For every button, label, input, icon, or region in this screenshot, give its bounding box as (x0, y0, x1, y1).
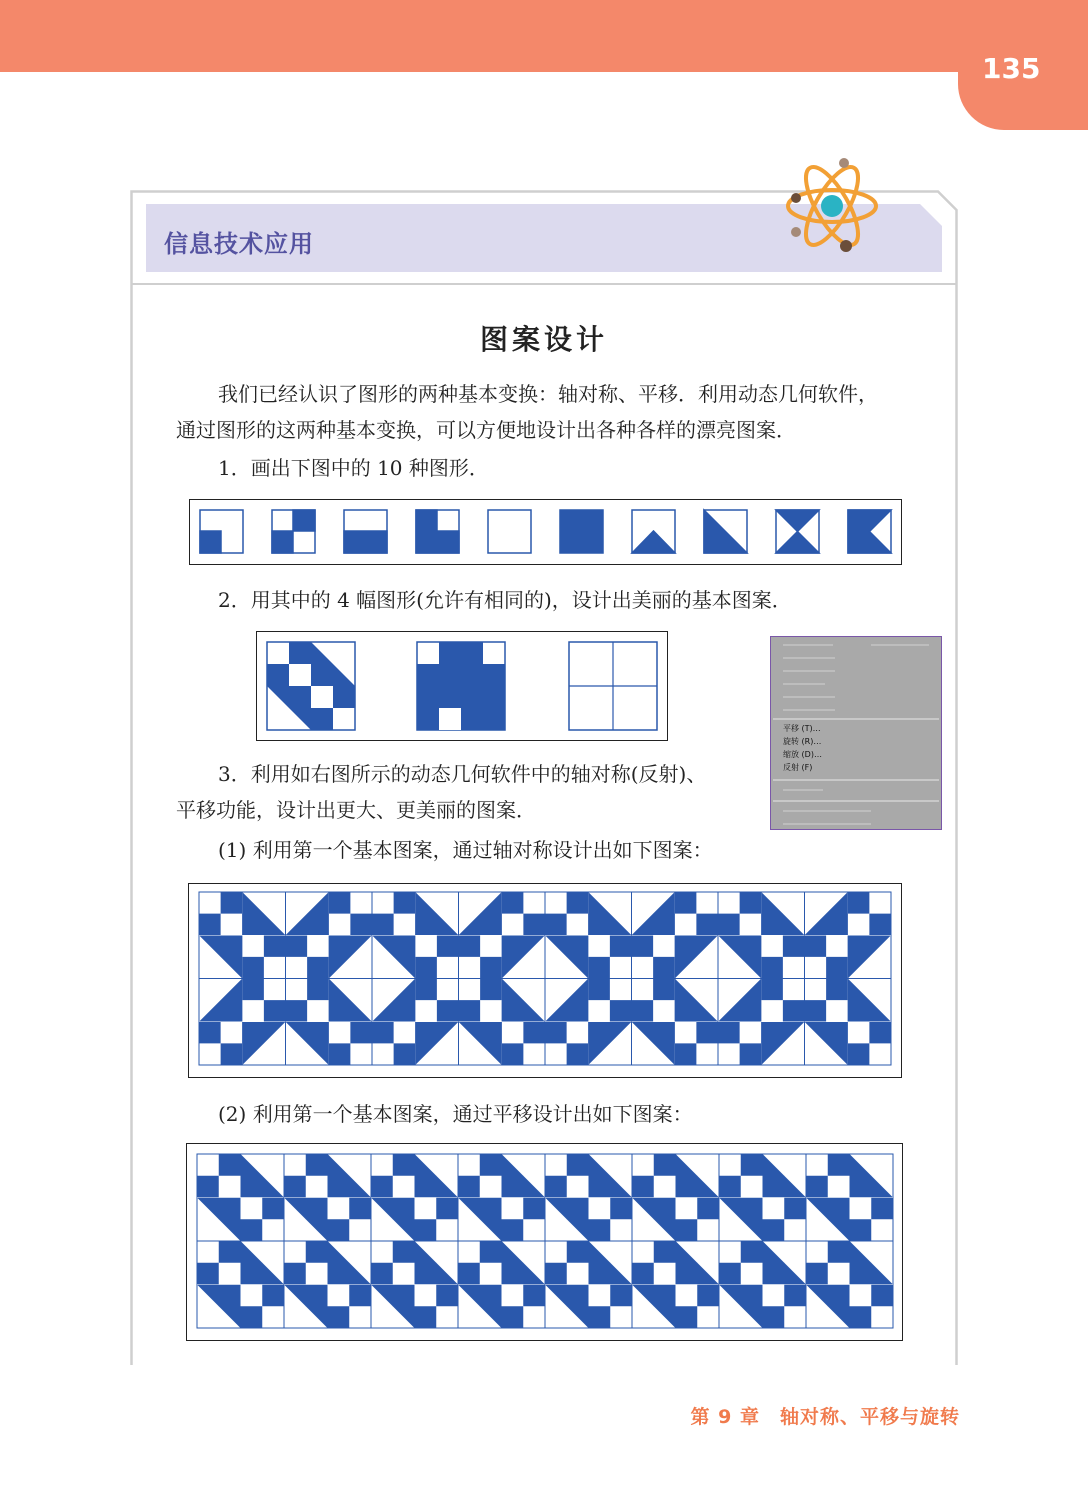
software-transform-menu (770, 636, 942, 830)
page-title: 图案设计 (479, 323, 608, 356)
step-1-text: 1．画出下图中的 10 种图形． (218, 456, 489, 480)
menu-item-dilate: 缩放 (D)… (783, 750, 822, 759)
chapter-footer: 第 9 章 轴对称、平移与旋转 (690, 1406, 960, 1428)
top-band (0, 0, 1088, 72)
reflect-tile (632, 979, 719, 1066)
reflect-tile (199, 979, 286, 1066)
reflect-tile (805, 979, 892, 1066)
reflect-tile (805, 892, 892, 979)
translate-tile (806, 1154, 893, 1241)
page-number: 135 (982, 52, 1041, 85)
shape-8 (704, 510, 747, 553)
translate-tile (719, 1154, 806, 1241)
reflect-tile (545, 979, 632, 1066)
reflect-tile (718, 892, 805, 979)
reflect-tile (545, 892, 632, 979)
intro-line-2: 通过图形的这两种基本变换，可以方便地设计出各种各样的漂亮图案． (176, 418, 796, 442)
basic-pattern-3 (569, 642, 657, 730)
section-header: 信息技术应用 (164, 230, 314, 258)
translate-tile (197, 1154, 284, 1241)
reflect-tile (372, 892, 459, 979)
shape-1 (200, 510, 243, 553)
step-3-line-1: 3．利用如右图所示的动态几何软件中的轴对称(反射)、 (218, 762, 707, 786)
menu-item-reflect: 反射 (F) (783, 763, 813, 772)
translate-tile (632, 1154, 719, 1241)
sub-step-2-text: (2) 利用第一个基本图案，通过平移设计出如下图案： (218, 1102, 693, 1126)
shape-9 (776, 510, 819, 553)
shape-4 (416, 510, 459, 553)
menu-item-rotate: 旋转 (R)… (783, 737, 822, 746)
translate-tile (458, 1241, 545, 1328)
translate-tile (806, 1241, 893, 1328)
translate-tile (371, 1241, 458, 1328)
intro-line-1: 我们已经认识了图形的两种基本变换：轴对称、平移．利用动态几何软件， (218, 382, 878, 406)
reflect-tile (286, 892, 373, 979)
basic-patterns-figure (256, 631, 668, 741)
translate-tile (284, 1241, 371, 1328)
translate-tile (719, 1241, 806, 1328)
step-3-line-2: 平移功能，设计出更大、更美丽的图案． (176, 798, 536, 822)
shape-5 (488, 510, 531, 553)
translate-tile (545, 1241, 632, 1328)
sub-step-1-text: (1) 利用第一个基本图案，通过轴对称设计出如下图案： (218, 838, 713, 862)
translate-tile (632, 1241, 719, 1328)
shape-2 (272, 510, 315, 553)
basic-pattern-1 (267, 642, 355, 730)
reflect-tile (632, 892, 719, 979)
reflect-tile (199, 892, 286, 979)
menu-item-translate: 平移 (T)… (783, 724, 821, 733)
reflect-tile (459, 892, 546, 979)
translate-tile (371, 1154, 458, 1241)
translation-pattern-figure (186, 1143, 903, 1341)
reflection-pattern-figure (188, 883, 902, 1078)
shape-10 (848, 510, 891, 553)
step-2-text: 2．用其中的 4 幅图形(允许有相同的)，设计出美丽的基本图案． (218, 588, 792, 612)
shape-6 (560, 510, 603, 553)
translate-tile (458, 1154, 545, 1241)
shape-3 (344, 510, 387, 553)
reflect-tile (459, 979, 546, 1066)
translate-tile (284, 1154, 371, 1241)
reflect-tile (372, 979, 459, 1066)
ten-shapes-figure (189, 499, 902, 565)
basic-pattern-2 (417, 642, 505, 730)
atom-icon (782, 156, 882, 256)
reflect-tile (286, 979, 373, 1066)
reflect-tile (718, 979, 805, 1066)
translate-tile (545, 1154, 632, 1241)
translate-tile (197, 1241, 284, 1328)
shape-7 (632, 510, 675, 553)
